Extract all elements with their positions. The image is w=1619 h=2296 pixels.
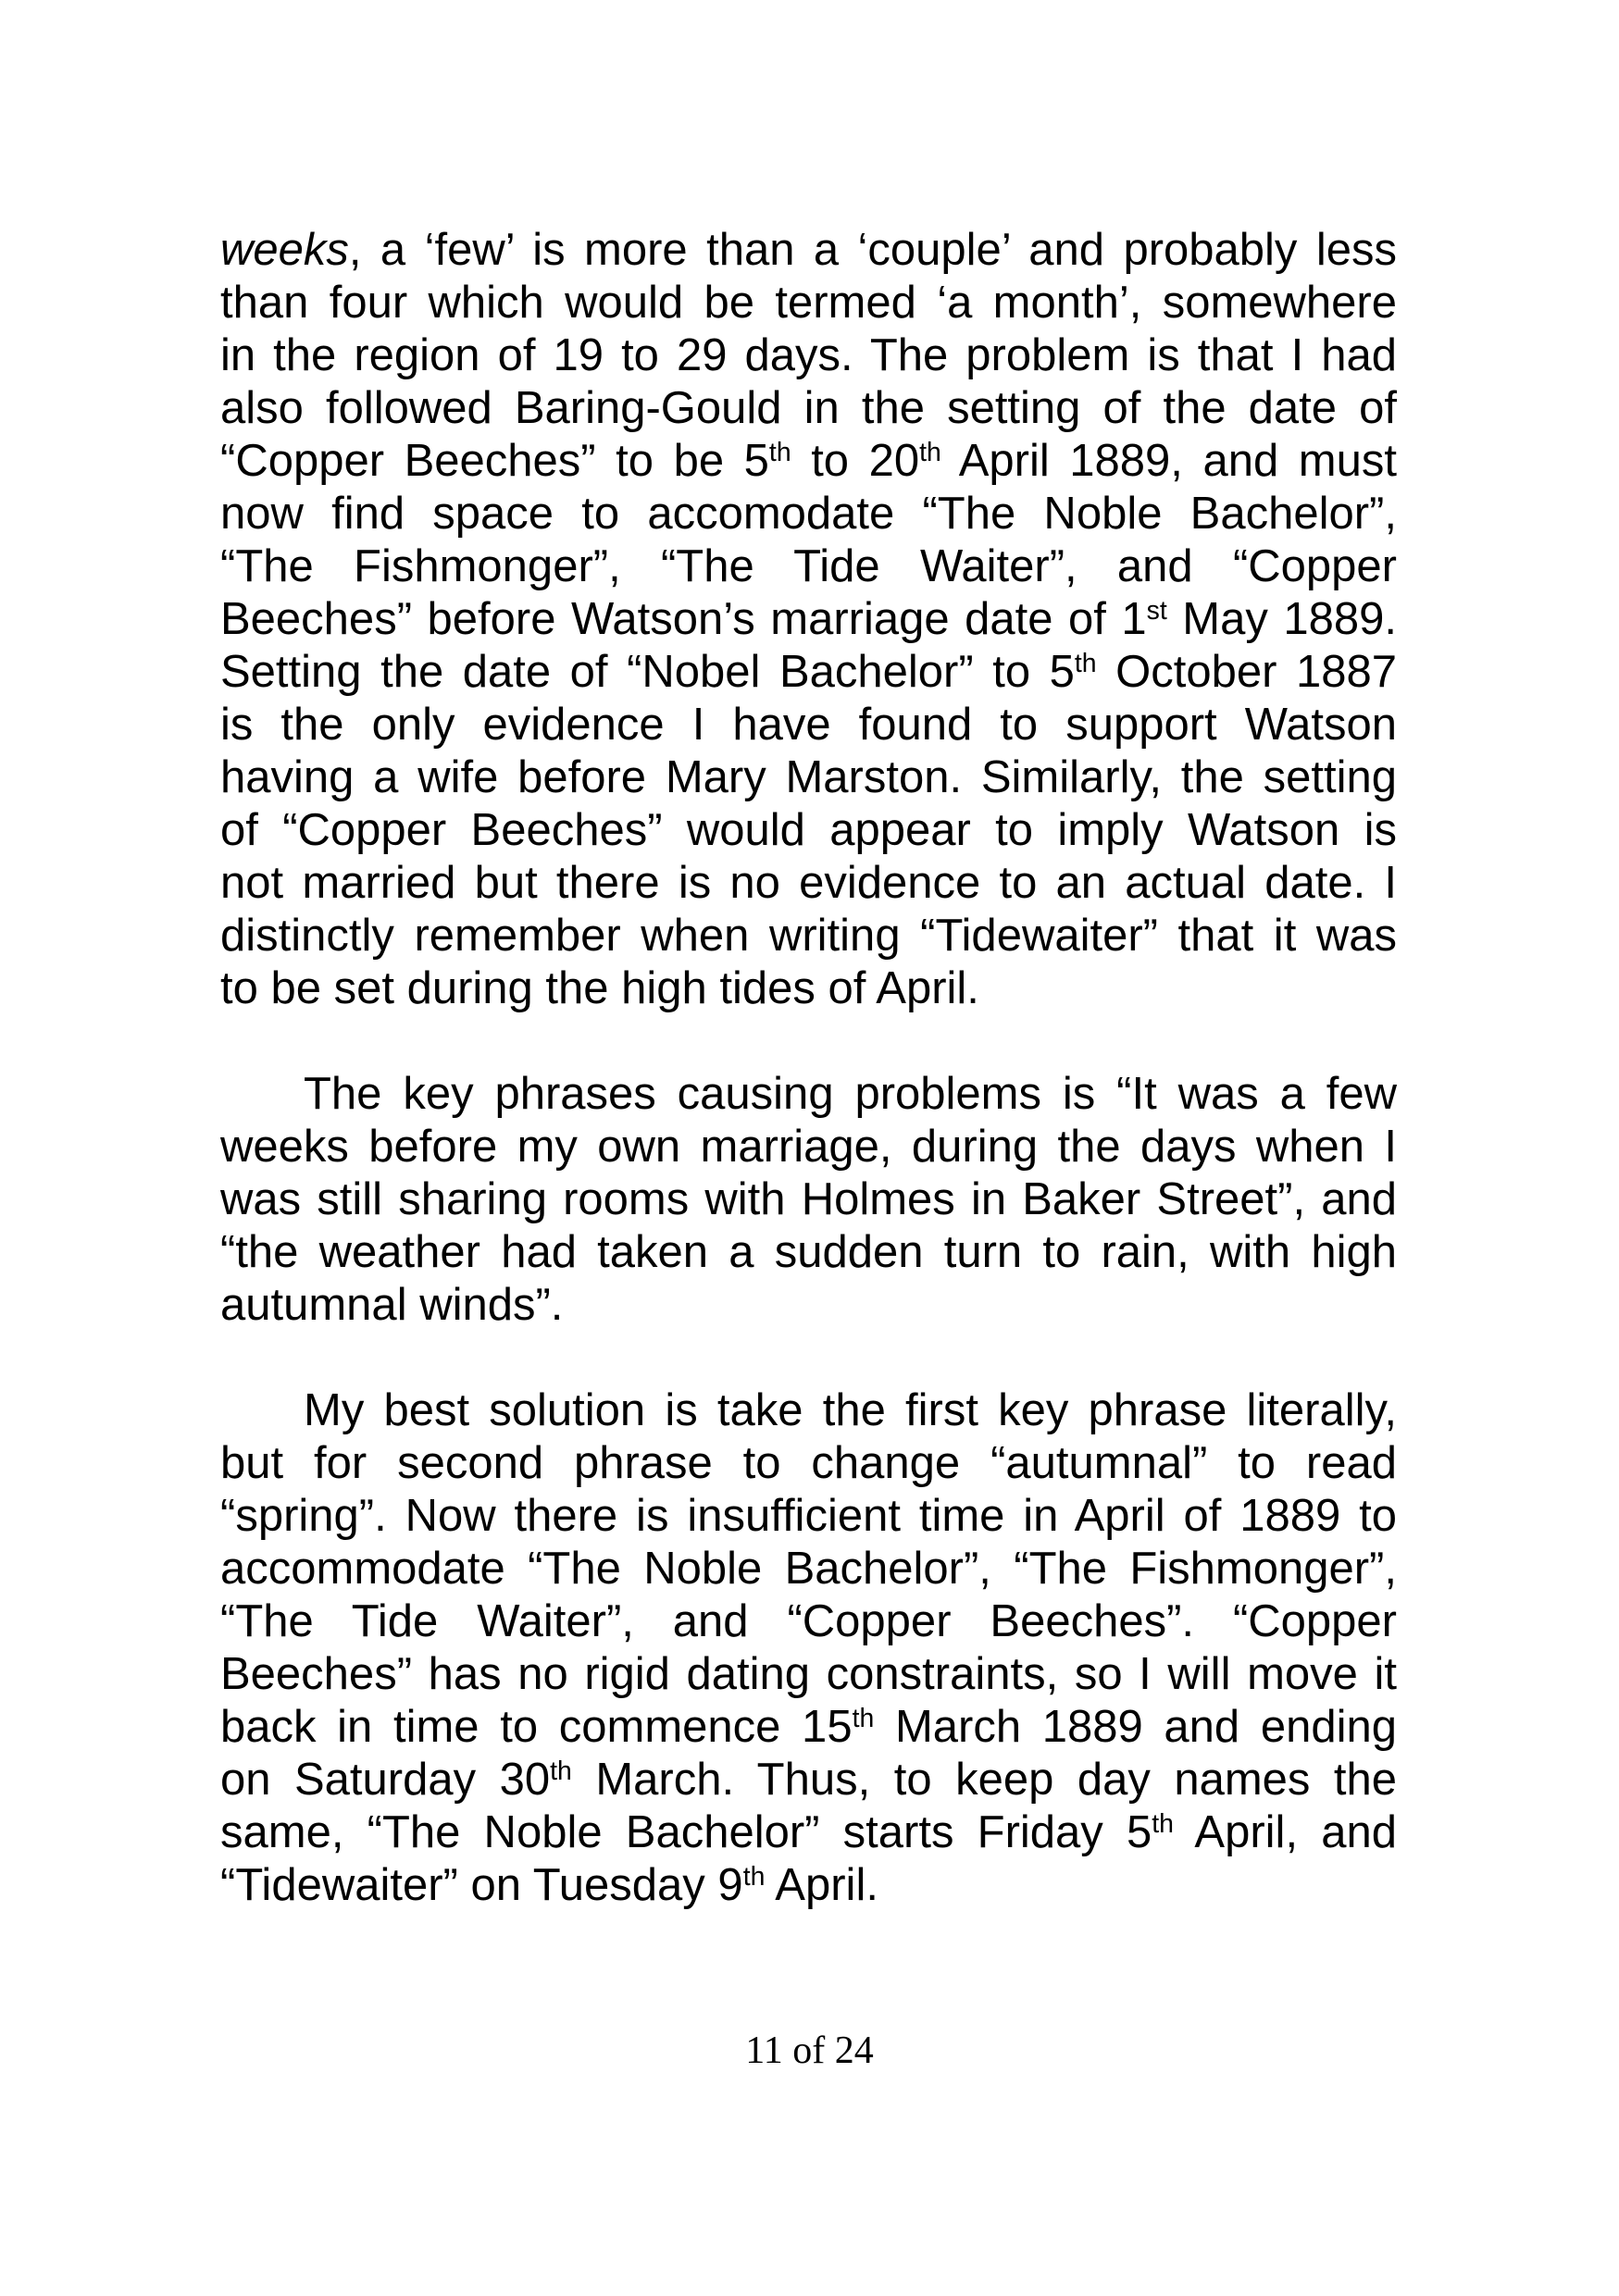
text-segment: same, “The Noble Bachelor” starts Friday 5 (220, 1807, 1152, 1857)
text-segment: but for second phrase to change “autumnal” to read (220, 1438, 1397, 1488)
text-segment: “Copper Beeches” to be 5 (220, 436, 769, 486)
text-line (220, 1806, 1397, 1859)
ordinal-suffix: th (742, 1862, 766, 1893)
text-segment: “Tidewaiter” on Tuesday 9 (220, 1860, 743, 1910)
ordinal-suffix: th (1074, 649, 1097, 679)
text-segment: October 1887 (1096, 647, 1397, 697)
text-line (220, 1384, 1397, 1437)
text-segment: distinctly remember when writing “Tidewaiter” that it was (220, 911, 1397, 961)
text-segment: accommodate “The Noble Bachelor”, “The Fishmonger”, (220, 1544, 1397, 1594)
text-segment: is the only evidence I have found to support Watson (220, 700, 1397, 750)
ordinal-suffix: st (1146, 596, 1167, 627)
text-line (220, 224, 1397, 277)
text-segment: Beeches” before Watson’s marriage date of 1 (220, 594, 1147, 644)
text-line (220, 1543, 1397, 1595)
text-segment: April, and (1173, 1807, 1397, 1857)
text-segment: not married but there is no evidence to an actual date. I (220, 858, 1397, 908)
text-segment: also followed Baring-Gould in the setting of the date of (220, 383, 1397, 433)
text-segment: March 1889 and ending (874, 1702, 1398, 1752)
paragraph (220, 224, 1397, 1015)
text-segment: May 1889. (1166, 594, 1397, 644)
text-line (220, 804, 1397, 857)
text-line (220, 593, 1397, 646)
text-segment: “The Fishmonger”, “The Tide Waiter”, and “Copper (220, 541, 1397, 591)
text-segment: back in time to commence 15 (220, 1702, 853, 1752)
text-segment: , a ‘few’ is more than a ‘couple’ and probably less (348, 225, 1397, 275)
text-segment: autumnal winds”. (220, 1280, 564, 1330)
text-segment: Beeches” has no rigid dating constraints, so I will move it (220, 1649, 1397, 1699)
text-line (220, 277, 1397, 329)
text-line (220, 435, 1397, 488)
text-segment: weeks before my own marriage, during the days when I (220, 1122, 1397, 1172)
text-segment: April. (765, 1860, 878, 1910)
page-number: 11 of 24 (745, 2029, 874, 2072)
text-segment: “The Tide Waiter”, and “Copper Beeches”. “Copper (220, 1596, 1397, 1646)
text-line (220, 1648, 1397, 1701)
text-segment: than four which would be termed ‘a month’, somewhere (220, 278, 1397, 328)
text-segment: “spring”. Now there is insufficient time in April of 1889 to (220, 1491, 1397, 1541)
ordinal-suffix: th (852, 1704, 875, 1734)
text-segment: My best solution is take the first key phrase literally, (304, 1385, 1397, 1435)
ordinal-suffix: th (919, 438, 941, 468)
paragraph (220, 1384, 1397, 1912)
text-segment: Setting the date of “Nobel Bachelor” to 5 (220, 647, 1075, 697)
ordinal-suffix: th (550, 1756, 572, 1787)
text-line (220, 962, 1397, 1015)
text-segment: April 1889, and must (940, 436, 1397, 486)
text-line (220, 910, 1397, 962)
text-segment: now find space to accomodate “The Noble Bachelor”, (220, 489, 1397, 539)
text-line (220, 1490, 1397, 1543)
text-segment: March. Thus, to keep day names the (571, 1755, 1397, 1805)
text-segment: “the weather had taken a sudden turn to rain, with high (220, 1227, 1397, 1277)
paragraph (220, 1068, 1397, 1332)
text-line (220, 1121, 1397, 1173)
body-text (220, 224, 1397, 1965)
text-line (220, 1859, 1397, 1912)
text-segment: to 20 (791, 436, 920, 486)
text-segment: having a wife before Mary Marston. Similarly, the setting (220, 752, 1397, 802)
text-line (220, 382, 1397, 435)
ordinal-suffix: th (1152, 1809, 1174, 1840)
text-line (220, 488, 1397, 540)
text-line (220, 1595, 1397, 1648)
text-segment: of “Copper Beeches” would appear to imply Watson is (220, 805, 1397, 855)
text-line (220, 751, 1397, 804)
ordinal-suffix: th (768, 438, 791, 468)
text-line (220, 1226, 1397, 1279)
text-line (220, 1701, 1397, 1754)
text-line (220, 1173, 1397, 1226)
text-line (220, 857, 1397, 910)
text-segment: in the region of 19 to 29 days. The problem is that I had (220, 330, 1397, 380)
text-line (220, 1279, 1397, 1332)
text-line (220, 1437, 1397, 1490)
text-line (220, 646, 1397, 699)
text-line (220, 699, 1397, 751)
italic-word: weeks (220, 225, 349, 275)
text-line (220, 1068, 1397, 1121)
text-segment: The key phrases causing problems is “It was a few (304, 1069, 1397, 1119)
text-segment: was still sharing rooms with Holmes in Baker Street”, and (220, 1174, 1397, 1224)
text-line (220, 329, 1397, 382)
text-line (220, 1754, 1397, 1806)
text-segment: to be set during the high tides of April. (220, 963, 979, 1013)
text-segment: on Saturday 30 (220, 1755, 551, 1805)
text-line (220, 540, 1397, 593)
